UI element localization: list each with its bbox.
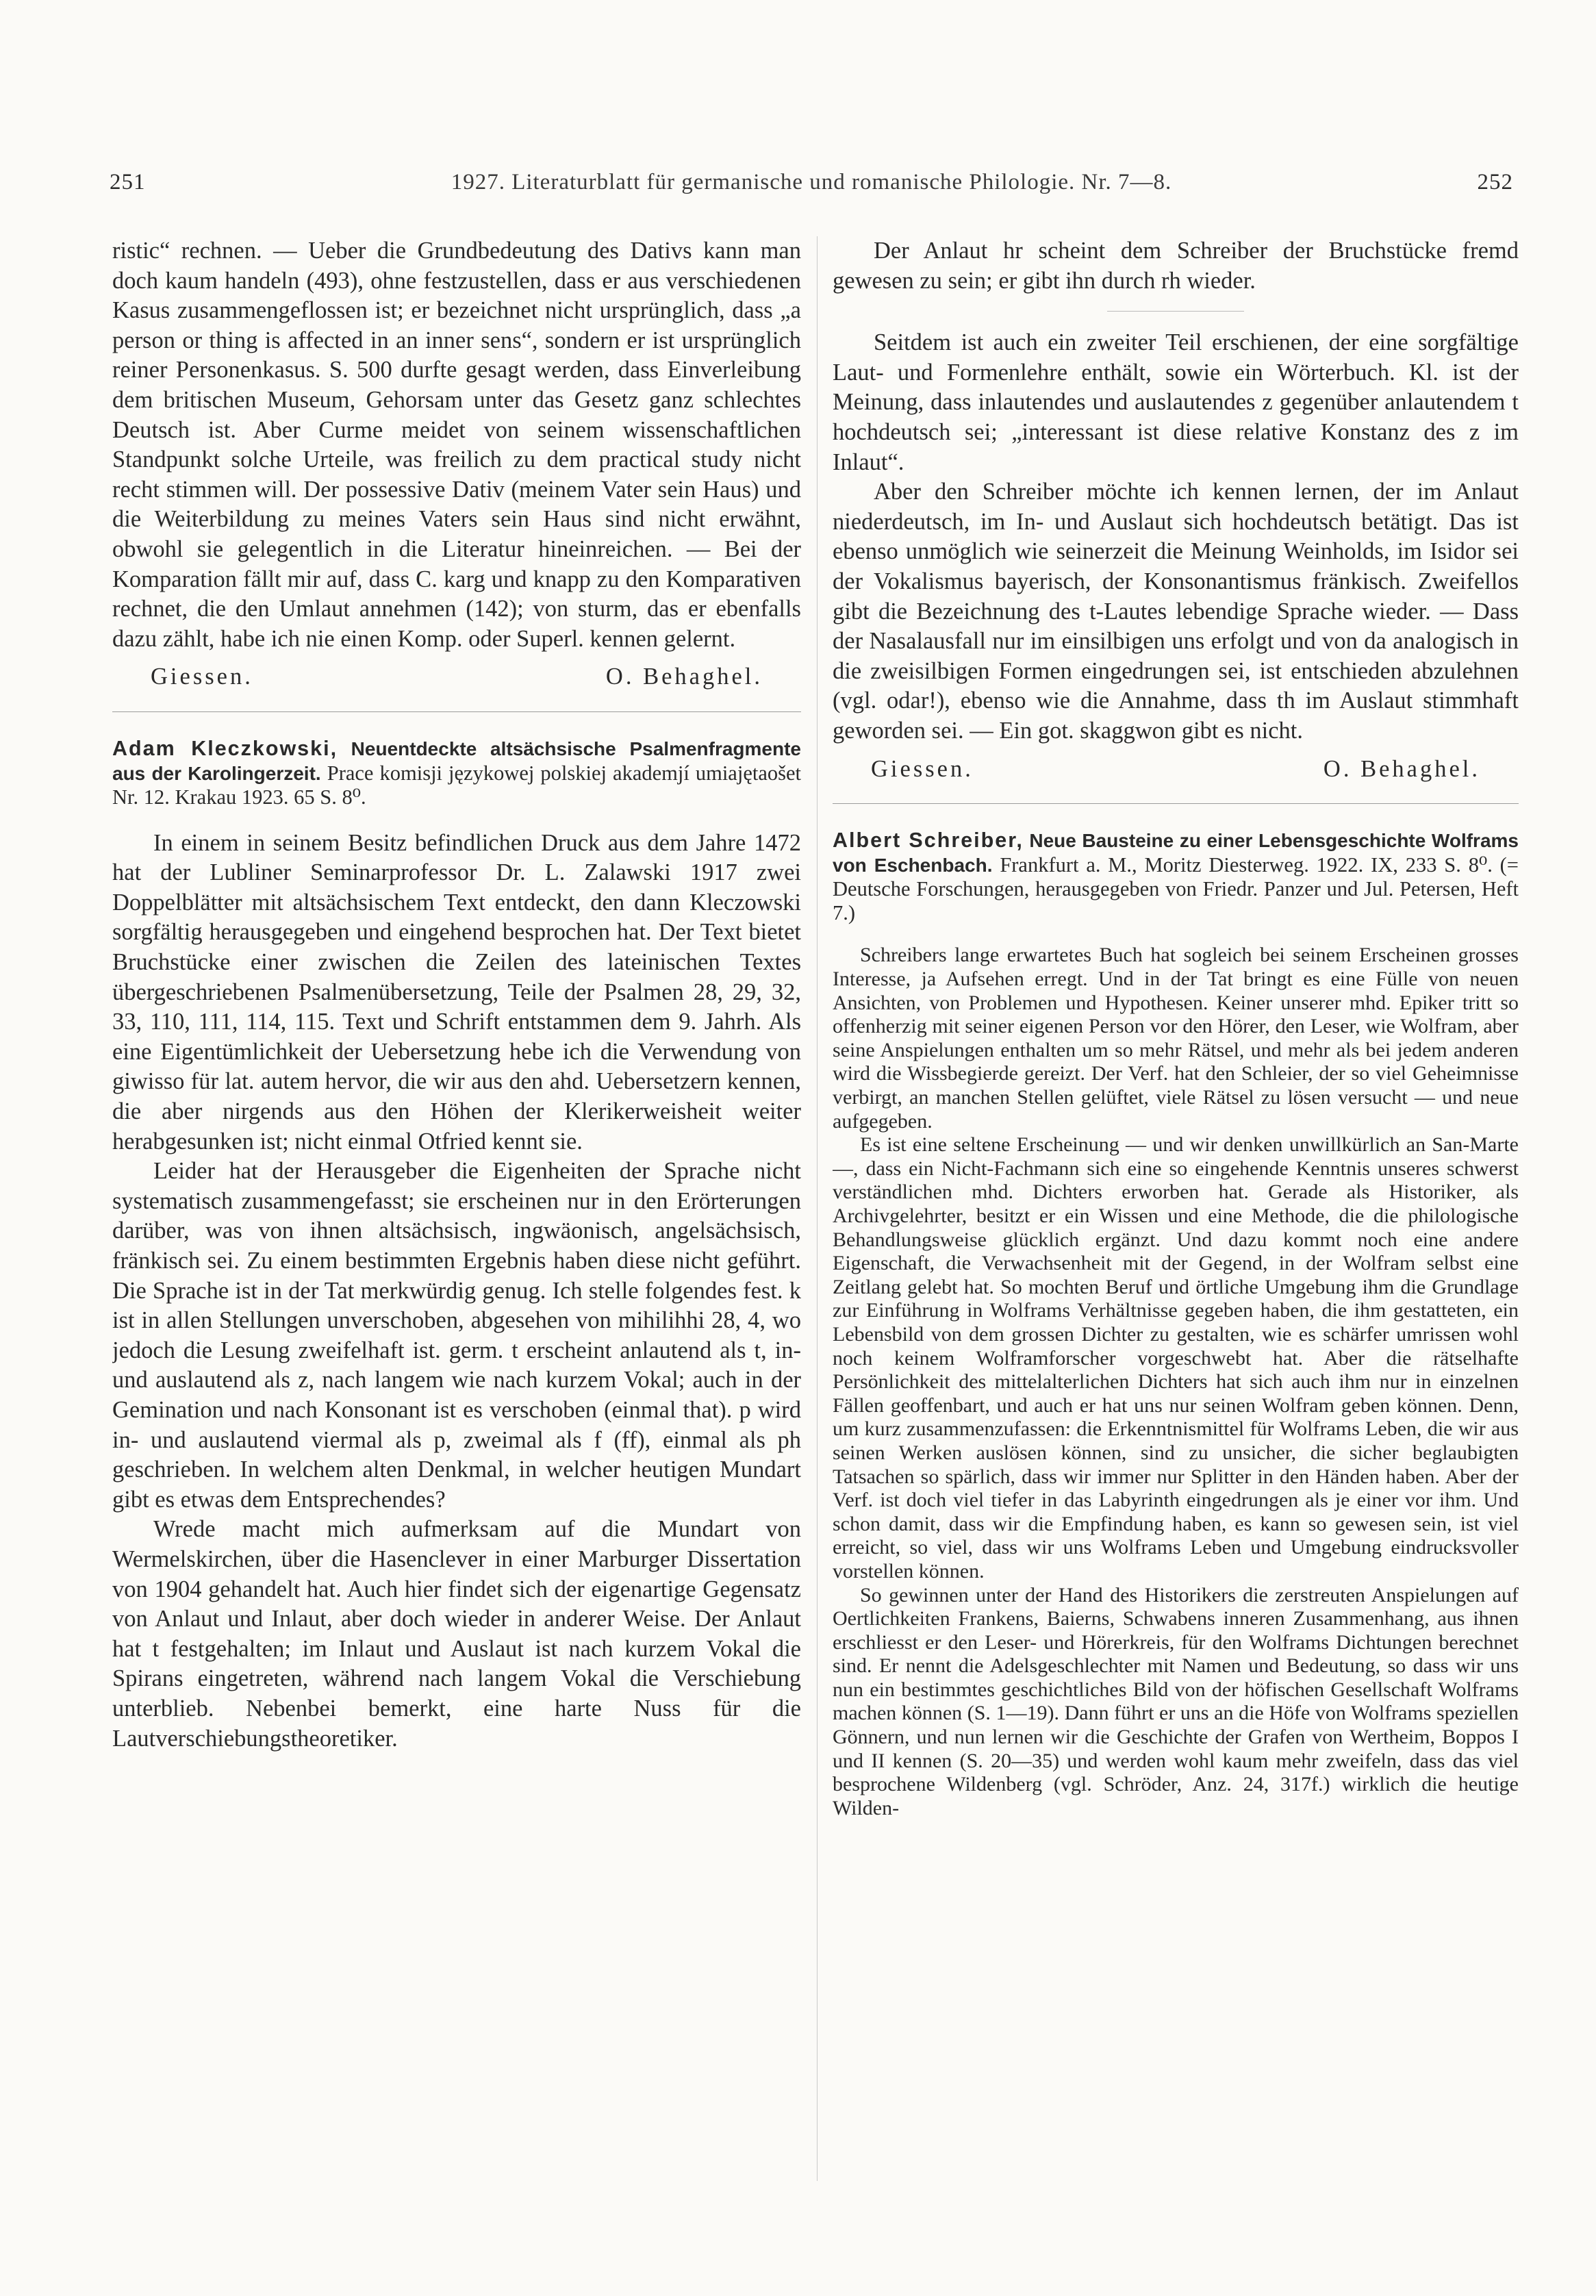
running-header bbox=[110, 170, 1513, 208]
paragraph: Der Anlaut hr scheint dem Schreiber der Bruchstücke fremd gewesen zu sein; er gibt ihn durch rh wieder. bbox=[833, 238, 1519, 294]
paragraph: So gewinnen unter der Hand des Historikers die zerstreuten Anspielungen auf Oertlichkeiten Frankens, Baierns, Schwabens inneren Zusammenhang, aus ihnen erschliesst er den Leser- und Hörerkreis, für den Wolframs Dichtungen berechnet sind. Er nennt die Adelsgeschlechter mit Namen und Bedeutung, so dass wir uns nun ein bestimmtes geschichtliches Bild von der höfischen Gesellschaft Wolframs machen können (S. 1—19). Dann führt er uns an die Höfe von Wolframs speziellen Gönnern, und nun lernen wir die Geschichte der Grafen von Wertheim, Boppos I und II kennen (S. 20—35) und werden wohl kaum mehr zweifeln, dass das viel besprochene Wildenberg (vgl. Schröder, Anz. 24, 317f.) wirklich die heutige Wilden- bbox=[833, 1583, 1519, 1819]
review-publication: Frankfurt a. M., Moritz Diesterweg. 1922. IX, 233 S. 8⁰. (= Deutsche Forschungen, herausgegeben von Friedr. Panzer und Jul. Petersen, Heft 7.) bbox=[833, 853, 1519, 924]
review-publication: Prace komisji językowej polskiej akademjí umiajętaošet Nr. 12. Krakau 1923. 65 S. 8⁰. bbox=[112, 761, 801, 809]
review-author: Adam Kleczkowski, bbox=[112, 736, 338, 760]
signature-place: Giessen. bbox=[871, 755, 974, 782]
paragraph: Schreibers lange erwartetes Buch hat sogleich bei seinem Erscheinen grosses Interesse, ja Aufsehen erregt. Und in der Tat bringt es eine Fülle von neuen Ansichten, von Problemen und Hypothesen. Keiner unserer mhd. Epiker tritt so offenherzig mit seiner eigenen Person vor den Hörer, den Leser, wie Wolfram, aber seine Anspielungen enthalten um so mehr Rätsel, und mehr als bei jedem anderen wird die Wissbegierde gereizt. Der Verf. hat den Schleier, der so viel Geheimnisse verbirgt, an manchen Stellen gelüftet, viele Rätsel zu lösen versucht — und neue aufgegeben. bbox=[833, 944, 1519, 1133]
left-column bbox=[112, 236, 801, 2181]
right-column bbox=[833, 236, 1519, 2181]
paragraph: Seitdem ist auch ein zweiter Teil erschienen, der eine sorgfältige Laut- und Formenlehre enthält, sowie ein Wörterbuch. Kl. ist der Meinung, dass inlautendes und auslautendes z gegenüber anlautendem t hochdeutsch sei; „interessant ist diese relative Konstanz des z im Inlaut“. bbox=[833, 329, 1519, 475]
journal-title: 1927. Literaturblatt für germanische und romanische Philologie. Nr. 7—8. bbox=[451, 170, 1172, 194]
signature-name: O. Behaghel. bbox=[1323, 755, 1480, 782]
review-heading bbox=[833, 829, 1519, 924]
paragraph: ristic“ rechnen. — Ueber die Grundbedeutung des Dativs kann man doch kaum handeln (493), ohne festzustellen, dass er aus verschiedenen Kasus zusammengeflossen ist; er bezeichnet nicht ursprünglich, dass „a person or thing is affected in an inner sens“, sondern er ist ursprünglich reiner Personenkasus. S. 500 durfte gesagt werden, dass Einverleibung dem britischen Museum, Gehorsam unter das Gesetz ganz schlechtes Deutsch ist. Aber Curme meidet von seinem wissenschaftlichen Standpunkt solche Urteile, was freilich zu dem practical study nicht recht stimmen will. Der possessive Dativ (meinem Vater sein Haus) und die Weiterbildung zu meines Vaters sein Haus sind nicht erwähnt, obwohl sie gelegentlich in die Literatur hineinreichen. — Bei der Komparation fällt mir auf, dass C. karg und knapp zu den Komparativen rechnet, die den Umlaut annehmen (142); von sturm, das er ebenfalls dazu zählt, habe ich nie einen Komp. oder Superl. kennen gelernt. bbox=[112, 238, 801, 652]
signature bbox=[151, 662, 763, 692]
section-divider bbox=[112, 711, 801, 712]
paragraph: Leider hat der Herausgeber die Eigenheiten der Sprache nicht systematisch zusammengefasst; sie erscheinen nur in den Erörterungen darüber, was von ihnen altsächsisch, ingwäonisch, angelsächsisch, fränkisch sei. Zu einem bestimmten Ergebnis haben diese nicht geführt. Die Sprache ist in der Tat merkwürdig genug. Ich stelle folgendes fest. k ist in allen Stellungen unverschoben, abgesehen von mihilihhi 28, 4, wo jedoch die Lesung zweifelhaft ist. germ. t erscheint anlautend als t, in- und auslautend als z, nach langem wie nach kurzem Vokal; auch in der Gemination und nach Konsonant ist es verschoben (einmal that). p wird in- und auslautend viermal als p, zweimal als f (ff), einmal als ph geschrieben. In welchem alten Denkmal, in welcher heutigen Mundart gibt es etwas dem Entsprechendes? bbox=[112, 1158, 801, 1513]
signature-name: O. Behaghel. bbox=[605, 664, 763, 690]
page-number-right: 252 bbox=[1477, 170, 1513, 194]
column-divider bbox=[817, 236, 818, 2181]
paragraph: Wrede macht mich aufmerksam auf die Mundart von Wermelskirchen, über die Hasenclever in einer Marburger Dissertation von 1904 gehandelt hat. Auch hier findet sich der eigenartige Gegensatz von Anlaut und Inlaut, aber doch wieder in anderer Weise. Der Anlaut hat t festgehalten; im Inlaut und Auslaut ist nach kurzem Vokal die Spirans eingetreten, während nach langem Vokal die Verschiebung unterblieb. Nebenbei bemerkt, eine harte Nuss für die Lautverschiebungstheoretiker. bbox=[112, 1516, 801, 1752]
signature-place: Giessen. bbox=[151, 664, 253, 690]
page-number-left: 251 bbox=[110, 170, 146, 194]
signature bbox=[871, 755, 1480, 785]
paragraph: Aber den Schreiber möchte ich kennen lernen, der im Anlaut niederdeutsch, im In- und Auslaut sich hochdeutsch betätigt. Das ist ebenso unmöglich wie seinerzeit die Meinung Weinholds, im Isidor sei der Vokalismus bayerisch, der Konsonantismus fränkisch. Zweifellos gibt die Bezeichnung des t-Lautes lebendige Sprache wieder. — Dass der Nasalausfall nur im einsilbigen uns erfolgt und von da analogisch in die zweisilbigen Formen eingedrungen sei, ist entschieden abzulehnen (vgl. odar!), ebenso wie die Annahme, dass th im Auslaut stimmhaft geworden sei. — Ein got. skaggwon gibt es nicht. bbox=[833, 479, 1519, 744]
paragraph-divider bbox=[1107, 311, 1244, 312]
review-author: Albert Schreiber, bbox=[833, 829, 1024, 853]
review-book-title: Neue Bausteine zu einer Lebensgeschichte Wolframs von Eschenbach. bbox=[833, 830, 1519, 876]
review-book-title: Neuentdeckte altsächsische Psalmenfragmente aus der Karolingerzeit. bbox=[112, 737, 801, 784]
paragraph: Es ist eine seltene Erscheinung — und wir denken unwillkürlich an San-Marte —, dass ein Nicht-Fachmann sich eine so eingehende Kenntnis unseres schwerst verständlichen mhd. Dichters erworben hat. Gerade als Historiker, als Archivgelehrter, besitzt er ein Wissen und eine Methode, die die philologische Behandlungsweise glücklich ergänzt. Und dazu kommt noch eine andere Eigenschaft, die Verwachsenheit mit der Gegend, in der Wolfram selbst eine Zeitlang gelebt hat. So mochten Beruf und örtliche Umgebung ihm die Grundlage zur Einführung in Wolframs Verhältnisse gegeben haben, die ihm gestatteten, ein Lebensbild von dem grossen Dichter zu gestalten, wie es schärfer umrissen wohl noch keinem Wolframforscher vorgeschwebt hat. Aber die rätselhafte Persönlichkeit des mittelalterlichen Dichters hat sich auch ihm nur in einzelnen Fällen geoffenbart, und auch er hat uns nur seinen Wolfram geben können. Denn, um kurz zusammenzufassen: die Erkenntnismittel für Wolframs Leben, die wir aus seinen Werken auslösen können, sind zu unsicher, die sicher beglaubigten Tatsachen so spärlich, dass wir immer nur Splitter in den Händen haben. Aber der Verf. ist doch viel tiefer in das Labyrinth eingedrungen als je einer vor ihm. Und schon damit, dass wir die Empfindung haben, es kann so gewesen sein, ist viel erreicht, so viel, dass wir uns Wolframs Leben und Umgebung eindrucksvoller vorstellen können. bbox=[833, 1133, 1519, 1582]
review-heading bbox=[112, 737, 801, 809]
section-divider bbox=[833, 803, 1519, 804]
paragraph: In einem in seinem Besitz befindlichen Druck aus dem Jahre 1472 hat der Lubliner Seminarprofessor Dr. L. Zalawski 1917 zwei Doppelblätter mit altsächsischem Text entdeckt, den dann Kleczowski sorgfältig herausgegeben und eingehend besprochen hat. Der Text bietet Bruchstücke einer zwischen die Zeilen des lateinischen Textes übergeschriebenen Psalmenübersetzung, Teile der Psalmen 28, 29, 32, 33, 110, 111, 114, 115. Text und Schrift entstammen dem 9. Jahrh. Als eine Eigentümlichkeit der Uebersetzung hebe ich die Verwendung von giwisso für lat. autem hervor, die wir aus den ahd. Uebersetzern kennen, die aber nirgends aus den Höhen der Klerikerweisheit weiter herabgesunken ist; nicht einmal Otfried kennt sie. bbox=[112, 829, 801, 1155]
